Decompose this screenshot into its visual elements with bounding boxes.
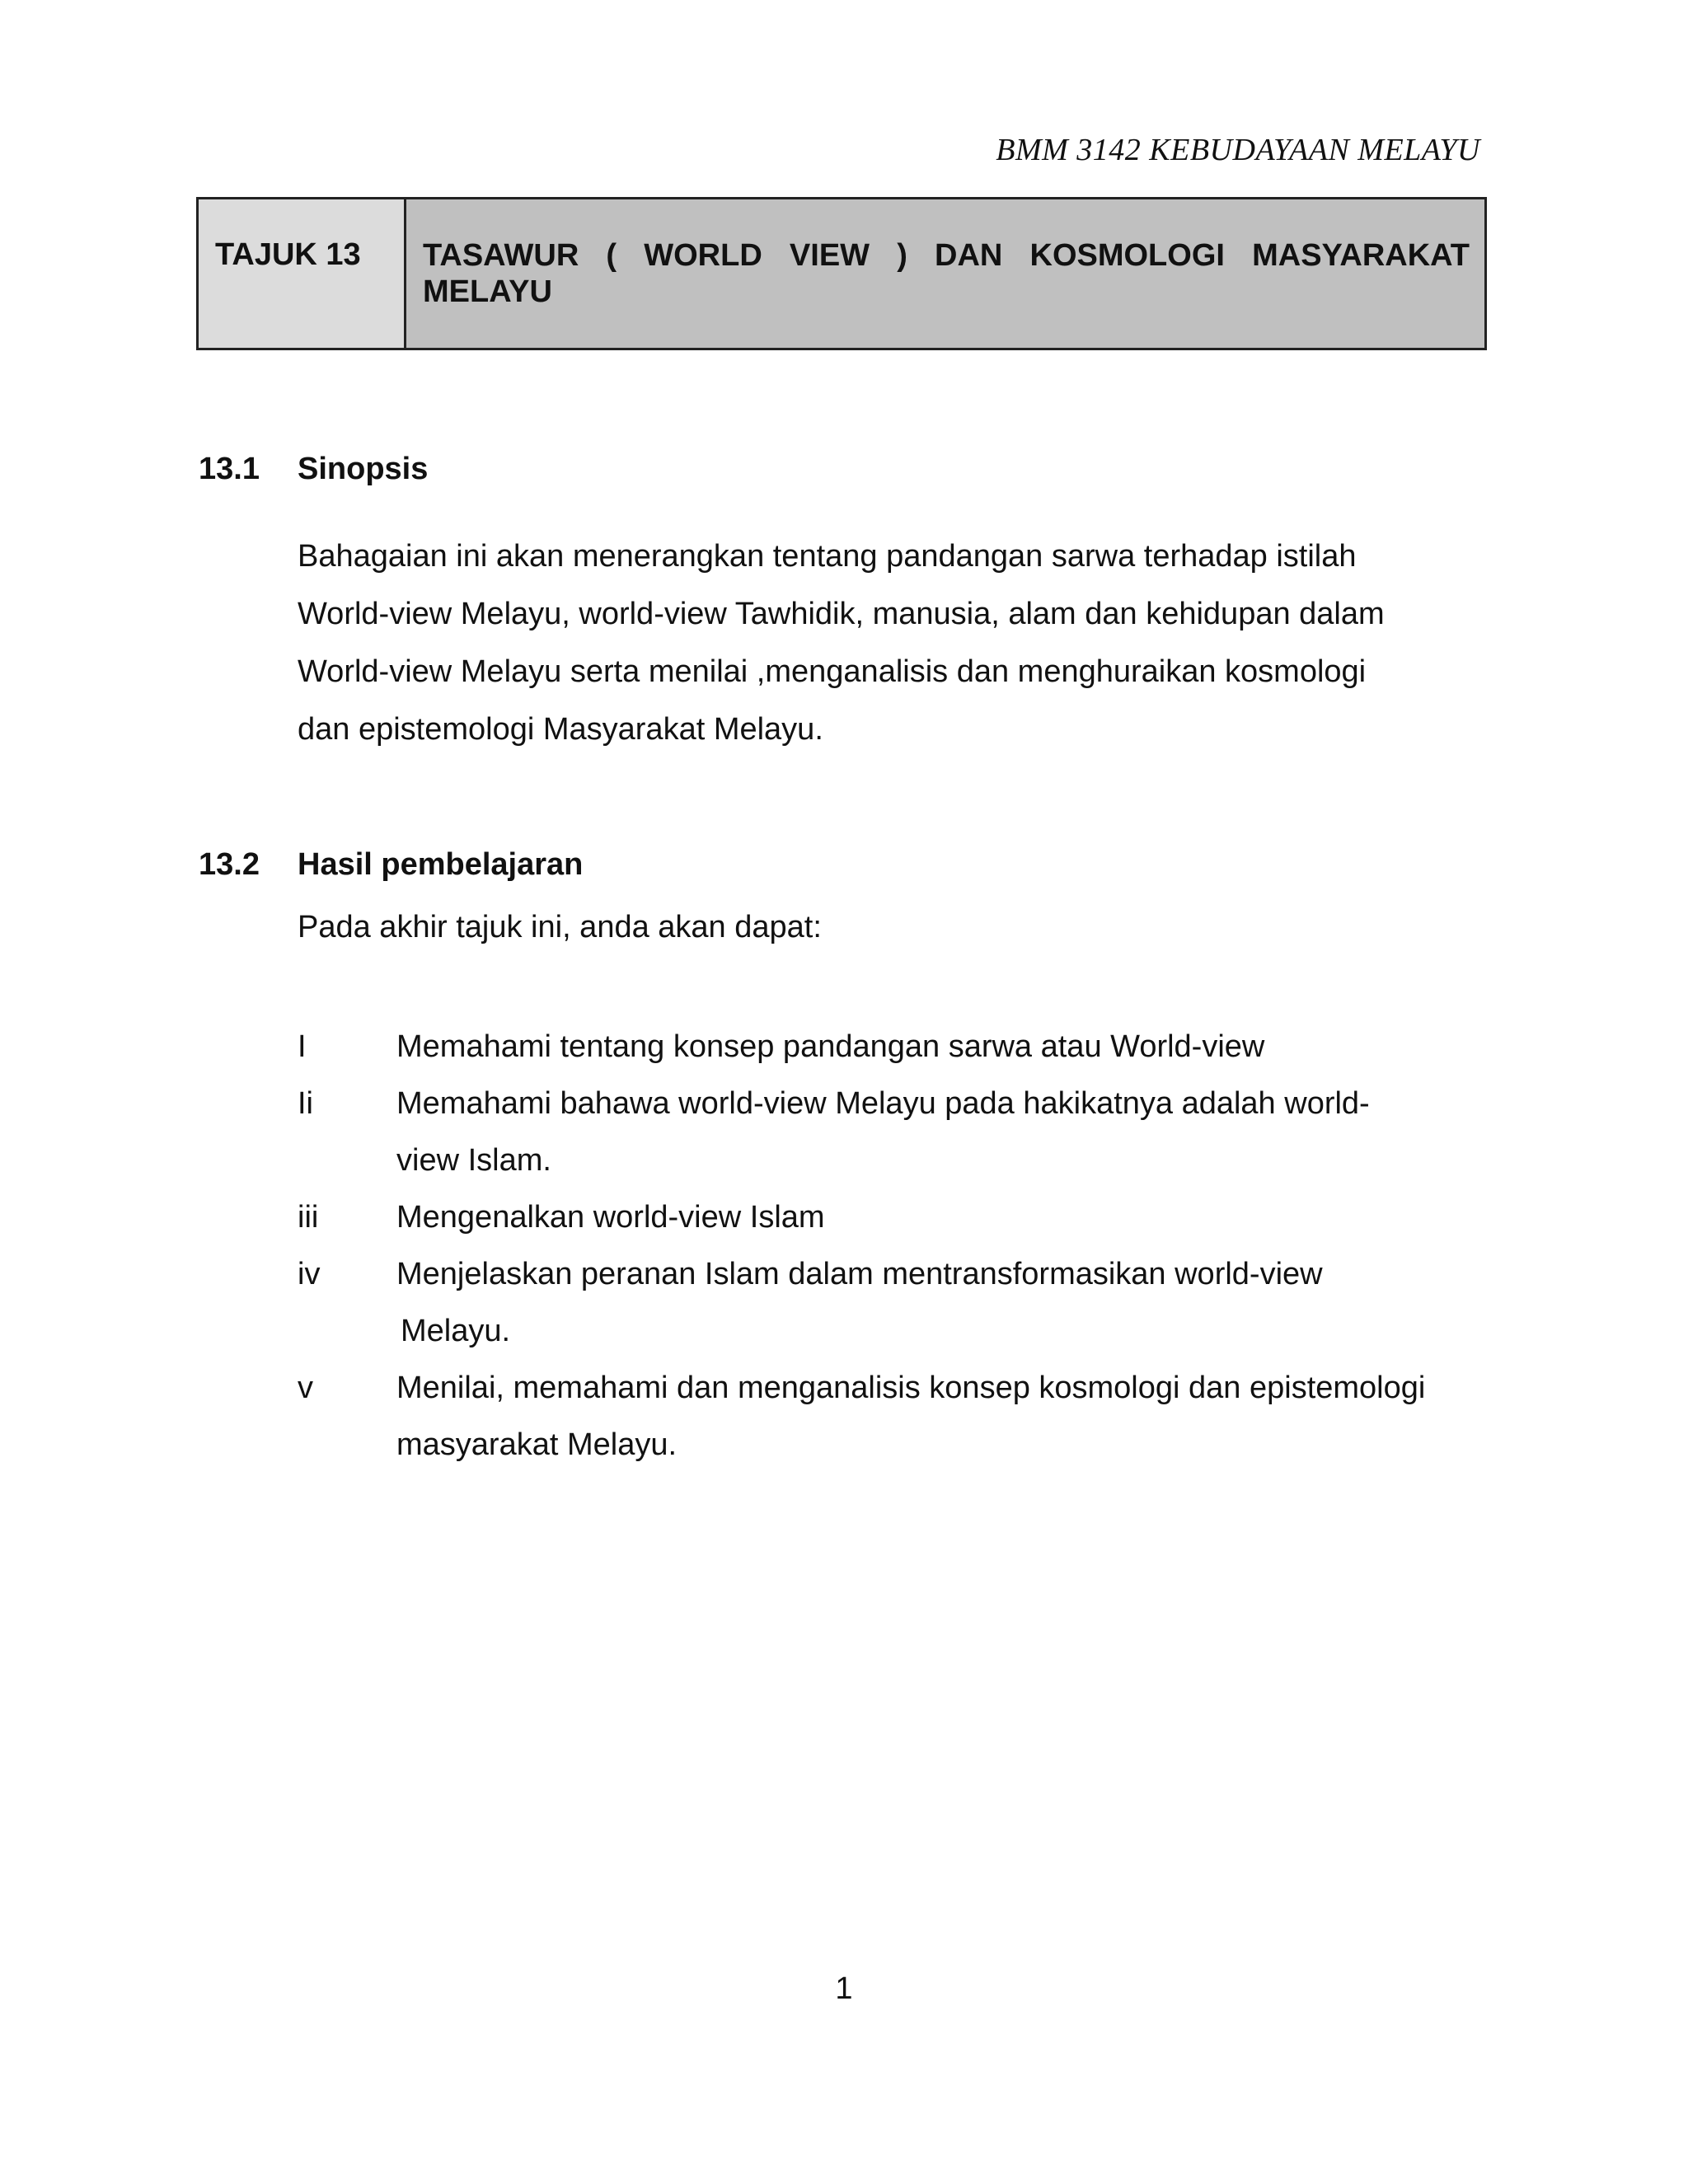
section-title: Hasil pembelajaran: [298, 847, 584, 882]
running-header: BMM 3142 KEBUDAYAAN MELAYU: [996, 133, 1480, 167]
list-item-text: masyarakat Melayu.: [396, 1427, 678, 1462]
list-item: [298, 1246, 1493, 1360]
list-marker: Ii: [298, 1086, 313, 1121]
synopsis-line: dan epistemologi Masyarakat Melayu.: [298, 712, 823, 747]
list-item: [298, 1019, 1493, 1076]
list-item: [298, 1189, 1493, 1246]
section-number: 13.1: [199, 452, 260, 486]
outcomes-list: [298, 1019, 1493, 1474]
list-item-text: Menilai, memahami dan menganalisis konsep kosmologi dan epistemologi: [396, 1371, 1426, 1405]
list-item: [298, 1360, 1493, 1474]
list-item-text: Memahami tentang konsep pandangan sarwa atau World-view: [396, 1029, 1265, 1064]
list-item-text: Menjelaskan peranan Islam dalam mentransformasikan world-view: [396, 1257, 1323, 1291]
list-item: [298, 1076, 1493, 1189]
synopsis-line: World-view Melayu serta menilai ,menganalisis dan menghuraikan kosmologi: [298, 654, 1367, 689]
list-item-text: Melayu.: [401, 1314, 511, 1348]
list-marker: v: [298, 1371, 313, 1405]
list-marker: iv: [298, 1257, 321, 1291]
topic-box: [196, 197, 1487, 350]
topic-title: TASAWUR ( WORLD VIEW ) DAN KOSMOLOGI MASYARAKAT MELAYU: [406, 199, 1484, 348]
list-item-text: Memahami bahawa world-view Melayu pada hakikatnya adalah world-: [396, 1086, 1370, 1121]
page-number: 1: [835, 1971, 853, 2006]
list-marker: I: [298, 1029, 307, 1064]
topic-label: TAJUK 13: [199, 199, 406, 348]
synopsis-line: World-view Melayu, world-view Tawhidik, manusia, alam dan kehidupan dalam: [298, 597, 1385, 631]
section-number: 13.2: [199, 847, 260, 882]
list-item-text: Mengenalkan world-view Islam: [396, 1200, 825, 1235]
outcomes-intro: Pada akhir tajuk ini, anda akan dapat:: [298, 910, 822, 944]
section-title: Sinopsis: [298, 452, 429, 486]
list-marker: iii: [298, 1200, 319, 1235]
synopsis-line: Bahagaian ini akan menerangkan tentang pandangan sarwa terhadap istilah: [298, 539, 1357, 574]
section-heading-synopsis: [199, 452, 428, 487]
list-item-text: view Islam.: [396, 1143, 551, 1178]
section-heading-learning-outcomes: [199, 847, 583, 883]
synopsis-body: [298, 527, 1468, 758]
